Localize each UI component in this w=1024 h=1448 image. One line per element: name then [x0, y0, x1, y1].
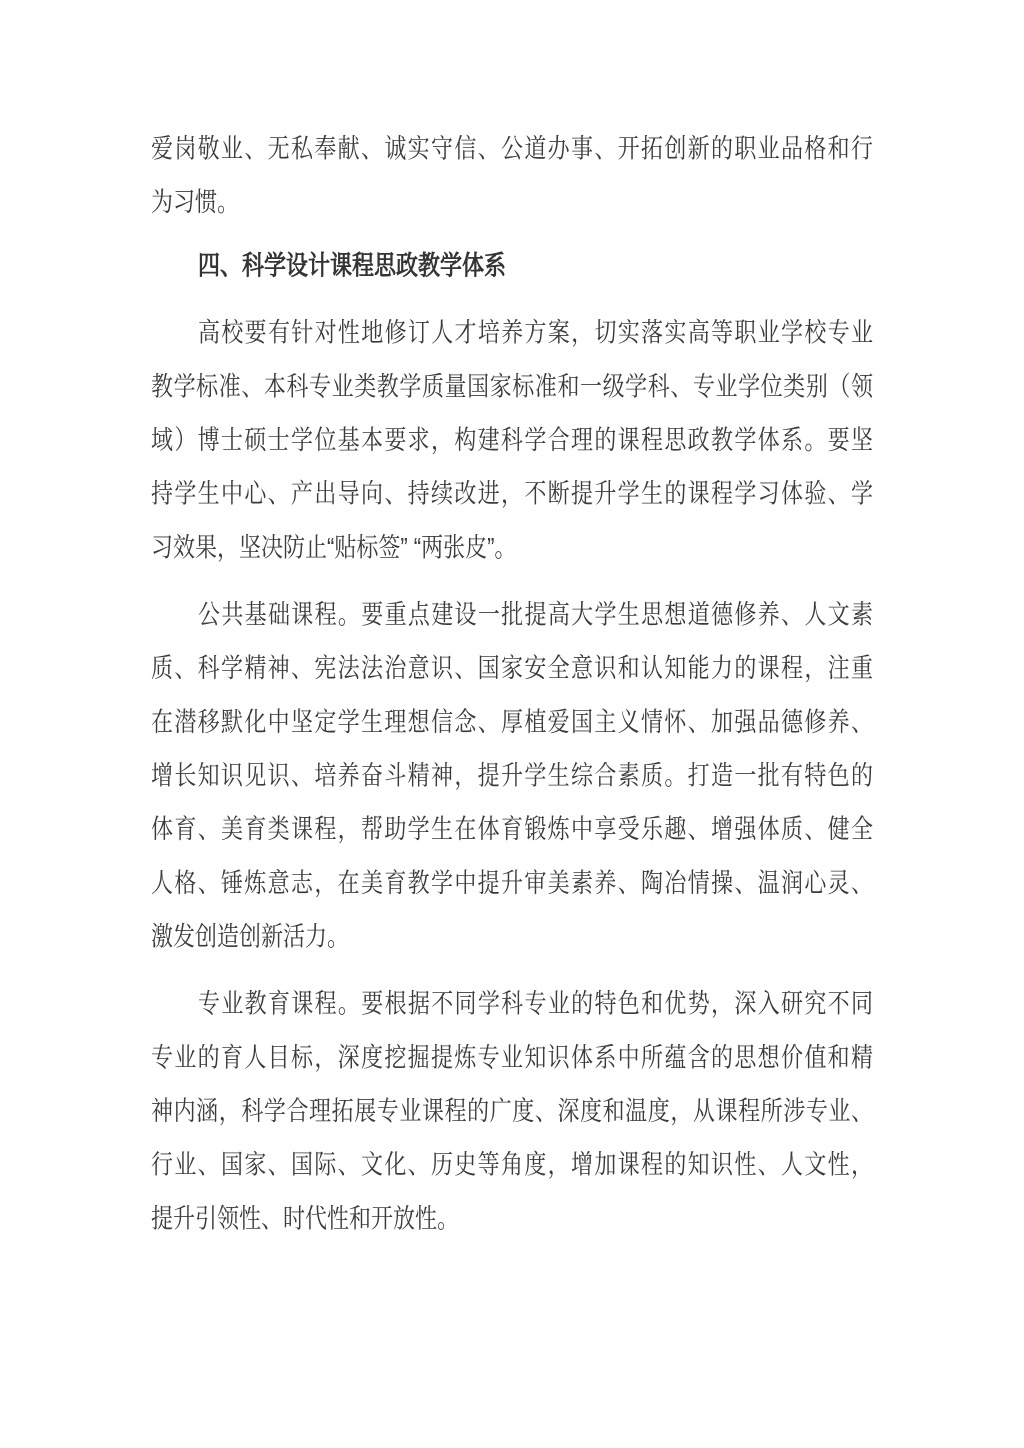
text-line: 行业、国家、国际、文化、历史等角度，增加课程的知识性、人文性，: [151, 1149, 873, 1180]
paragraph: [151, 977, 873, 1245]
paragraph: [151, 122, 873, 229]
section-heading: [151, 239, 873, 293]
document-page: [151, 0, 873, 1448]
text-line: 爱岗敬业、无私奉献、诚实守信、公道办事、开拓创新的职业品格和行: [151, 132, 873, 164]
text-line: 提升引领性、时代性和开放性。: [151, 1202, 460, 1234]
text-line: 人格、锤炼意志，在美育教学中提升审美素养、陶冶情操、温润心灵、: [151, 867, 873, 898]
text-line: 为习惯。: [151, 186, 240, 218]
text-line: 激发创造创新活力。: [151, 921, 350, 952]
text-line: 神内涵，科学合理拓展专业课程的广度、深度和温度，从课程所涉专业、: [151, 1095, 873, 1127]
text-line: 持学生中心、产出导向、持续改进，不断提升学生的课程学习体验、学: [151, 478, 873, 509]
paragraph: [151, 306, 873, 574]
text-line: 高校要有针对性地修订人才培养方案，切实落实高等职业学校专业: [198, 317, 873, 348]
text-line: 在潜移默化中坚定学生理想信念、厚植爱国主义情怀、加强品德修养、: [151, 706, 873, 737]
text-line: 公共基础课程。要重点建设一批提高大学生思想道德修养、人文素: [198, 599, 873, 630]
text-line: 体育、美育类课程，帮助学生在体育锻炼中享受乐趣、增强体质、健全: [151, 813, 873, 845]
text-line: 增长知识见识、培养奋斗精神，提升学生综合素质。打造一批有特色的: [151, 760, 873, 791]
heading-line: 四、科学设计课程思政教学体系: [198, 250, 507, 281]
document-content: [151, 0, 873, 1246]
text-line: 专业的育人目标，深度挖掘提炼专业知识体系中所蕴含的思想价值和精: [151, 1041, 873, 1073]
text-line: 专业教育课程。要根据不同学科专业的特色和优势，深入研究不同: [198, 988, 873, 1019]
text-line: 教学标准、本科专业类教学质量国家标准和一级学科、专业学位类别（领: [151, 370, 873, 402]
text-line: 习效果，坚决防止“贴标签” “两张皮”。: [151, 531, 517, 563]
text-line: 质、科学精神、宪法法治意识、国家安全意识和认知能力的课程，注重: [151, 652, 873, 684]
paragraph: [151, 588, 873, 964]
text-line: 域）博士硕士学位基本要求，构建科学合理的课程思政教学体系。要坚: [151, 424, 873, 456]
